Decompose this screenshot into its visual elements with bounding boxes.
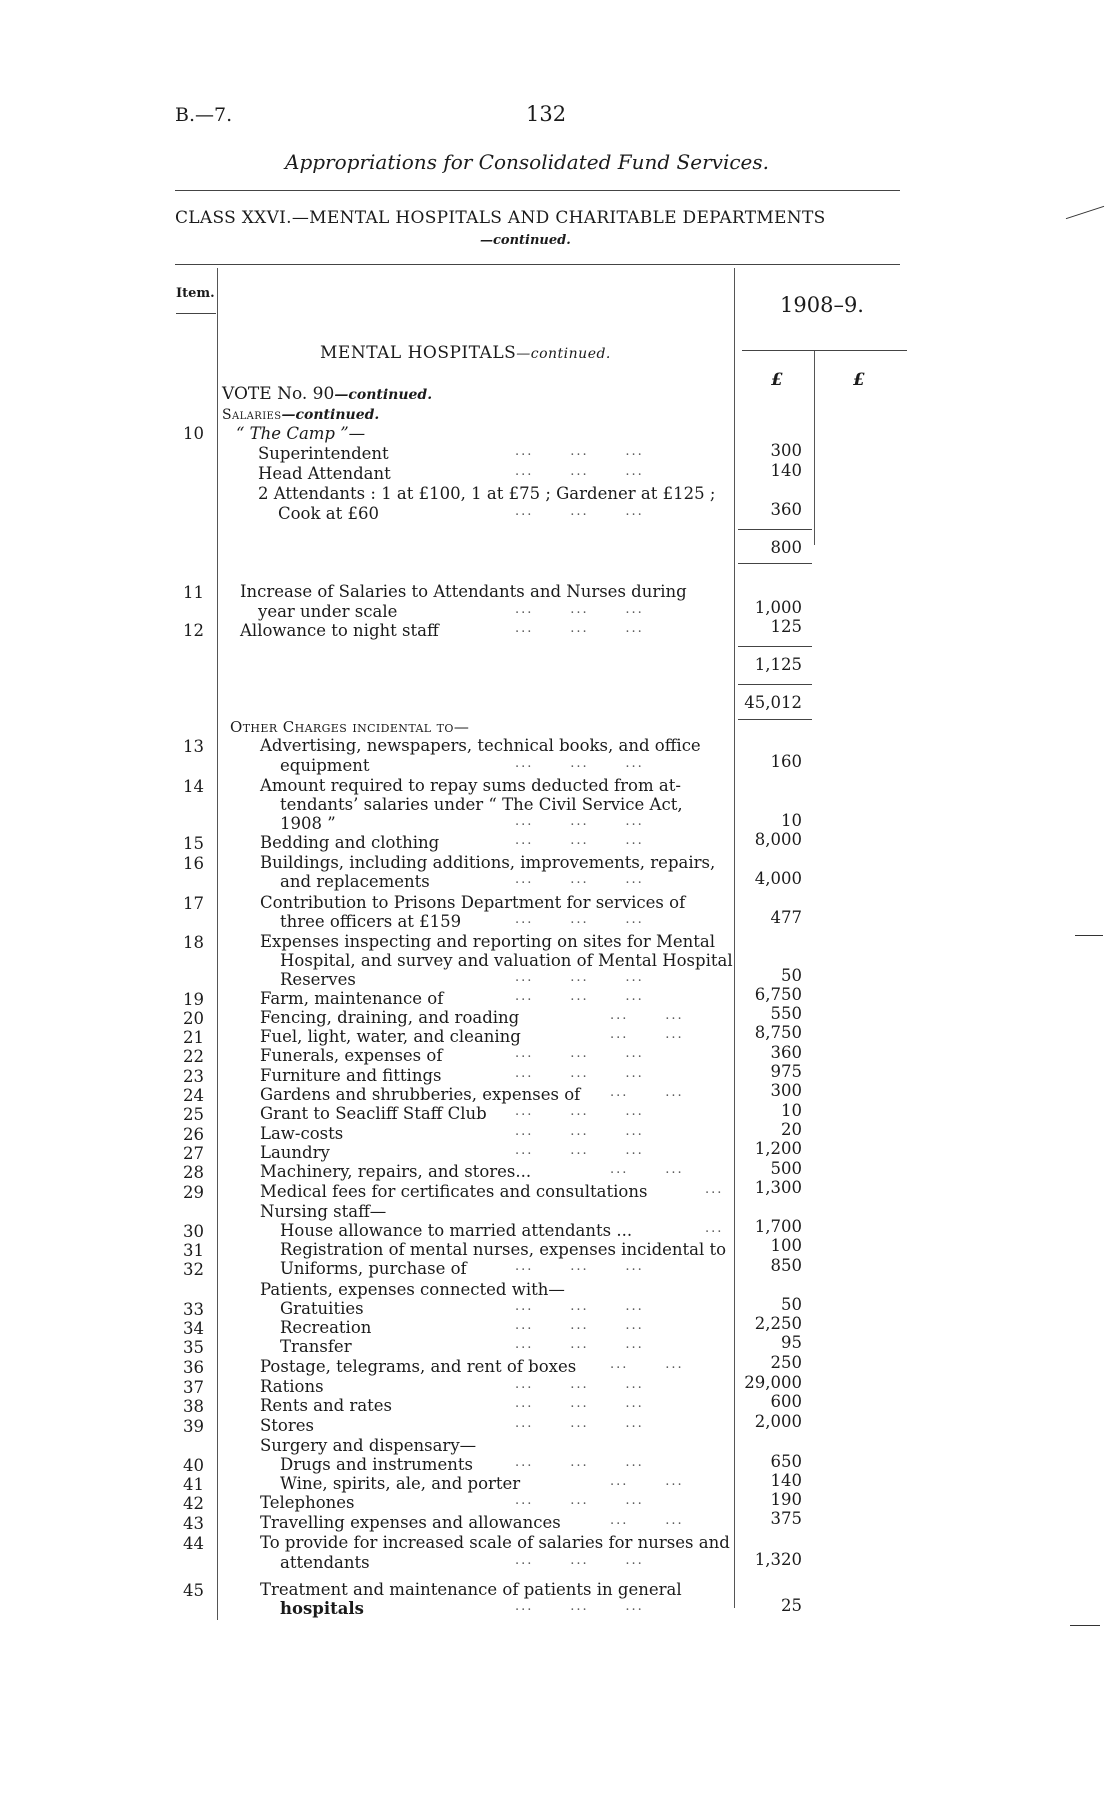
line-description: Treatment and maintenance of patients in general xyxy=(260,1580,682,1599)
line-description: Wine, spirits, ale, and porter xyxy=(280,1474,521,1493)
line-amount: 650 xyxy=(770,1452,802,1471)
item-number: 16 xyxy=(183,854,204,873)
line-description: Machinery, repairs, and stores... xyxy=(260,1162,532,1181)
margin-mark xyxy=(1075,935,1103,936)
line-description: Grant to Seacliff Staff Club xyxy=(260,1104,487,1123)
line-description: Travelling expenses and allowances xyxy=(260,1513,561,1532)
leader-dots: ... ... ... xyxy=(515,444,644,459)
item-number: 31 xyxy=(183,1241,204,1260)
leader-dots: ... ... xyxy=(610,1357,684,1372)
line-amount: 1,700 xyxy=(754,1217,802,1236)
line-description: Law-costs xyxy=(260,1124,344,1143)
leader-dots: ... ... ... xyxy=(515,464,644,479)
line-amount: 140 xyxy=(770,1471,802,1490)
line-amount: 1,000 xyxy=(754,598,802,617)
line-description: Allowance to night staff xyxy=(240,621,439,640)
line-description: Farm, maintenance of xyxy=(260,989,444,1008)
leader-dots: ... ... xyxy=(610,1027,684,1042)
leader-dots: ... ... ... xyxy=(515,912,644,927)
line-amount: 10 xyxy=(781,1101,802,1120)
vote-label: VOTE No. 90 xyxy=(222,384,335,404)
line-description: Gardens and shrubberies, expenses of xyxy=(260,1085,581,1104)
item-number: 29 xyxy=(183,1183,204,1202)
item-number: 17 xyxy=(183,894,204,913)
item-number: 36 xyxy=(183,1358,204,1377)
camp-title: “ The Camp ”— xyxy=(236,424,366,443)
line-description: Fencing, draining, and roading xyxy=(260,1008,520,1027)
item-number: 45 xyxy=(183,1581,204,1600)
page-title: Appropriations for Consolidated Fund Services. xyxy=(285,150,770,174)
leader-dots: ... ... ... xyxy=(515,814,644,829)
line-description: Buildings, including additions, improvements, repairs, xyxy=(260,853,716,872)
subtotal-rule xyxy=(738,684,812,685)
line-description: Telephones xyxy=(260,1493,355,1512)
line-description: Rents and rates xyxy=(260,1396,393,1415)
line-amount: 2,000 xyxy=(754,1412,802,1431)
line-amount: 95 xyxy=(781,1333,802,1352)
item-number: 24 xyxy=(183,1086,204,1105)
line-description: and replacements xyxy=(280,872,430,891)
patients-heading: Patients, expenses connected with— xyxy=(260,1280,565,1299)
leader-dots: ... ... ... xyxy=(515,1396,644,1411)
amount-column-divider xyxy=(814,350,815,545)
item-number: 38 xyxy=(183,1397,204,1416)
subtotal-amount: 800 xyxy=(770,538,802,557)
subtotal-rule xyxy=(738,646,812,647)
pound-symbol-a: £ xyxy=(771,370,783,390)
line-description: Furniture and fittings xyxy=(260,1066,442,1085)
line-description: year under scale xyxy=(258,602,398,621)
leader-dots: ... ... ... xyxy=(515,1124,644,1139)
subtotal-rule xyxy=(738,563,812,564)
item-number: 41 xyxy=(183,1475,204,1494)
pound-symbol-b: £ xyxy=(853,370,865,390)
other-charges-heading: Other Charges incidental to— xyxy=(230,718,470,736)
item-number: 23 xyxy=(183,1067,204,1086)
total-rule xyxy=(738,719,812,720)
line-description: hospitals xyxy=(280,1599,364,1618)
line-amount: 190 xyxy=(770,1490,802,1509)
line-amount: 360 xyxy=(770,500,802,519)
leader-dots: ... ... ... xyxy=(515,1416,644,1431)
leader-dots: ... ... ... xyxy=(515,1104,644,1119)
line-description: three officers at £159 xyxy=(280,912,462,931)
line-description: Registration of mental nurses, expenses incidental to xyxy=(280,1240,727,1259)
item-number: 13 xyxy=(183,737,204,756)
salaries-label: Salaries xyxy=(222,407,282,423)
item-number: 25 xyxy=(183,1105,204,1124)
item-number: 18 xyxy=(183,933,204,952)
item-number: 10 xyxy=(183,424,204,443)
vote-heading xyxy=(222,384,432,405)
line-amount: 100 xyxy=(770,1236,802,1255)
line-description: Expenses inspecting and reporting on sites for Mental xyxy=(260,932,716,951)
salaries-heading xyxy=(222,404,379,425)
line-description: Uniforms, purchase of xyxy=(280,1259,467,1278)
leader-dots: ... ... ... xyxy=(515,833,644,848)
leader-dots: ... ... ... xyxy=(515,1377,644,1392)
line-amount: 500 xyxy=(770,1159,802,1178)
margin-mark xyxy=(1070,1625,1100,1626)
item-number: 19 xyxy=(183,990,204,1009)
leader-dots: ... ... xyxy=(610,1008,684,1023)
leader-dots: ... ... ... xyxy=(515,1455,644,1470)
line-description: 1908 ” xyxy=(280,814,336,833)
leader-dots: ... ... xyxy=(610,1474,684,1489)
year-rule xyxy=(742,350,907,351)
line-description: Recreation xyxy=(280,1318,372,1337)
line-amount: 600 xyxy=(770,1392,802,1411)
line-description: Funerals, expenses of xyxy=(260,1046,443,1065)
leader-dots: ... xyxy=(705,1182,724,1197)
leader-dots: ... ... xyxy=(610,1162,684,1177)
item-number: 20 xyxy=(183,1009,204,1028)
item-number: 33 xyxy=(183,1300,204,1319)
item-number: 14 xyxy=(183,777,204,796)
line-description: equipment xyxy=(280,756,370,775)
leader-dots: ... ... ... xyxy=(515,1493,644,1508)
line-description: Contribution to Prisons Department for services of xyxy=(260,893,686,912)
item-number: 42 xyxy=(183,1494,204,1513)
leader-dots: ... ... ... xyxy=(515,1046,644,1061)
line-description: Bedding and clothing xyxy=(260,833,440,852)
salaries-continued: —continued. xyxy=(281,407,380,423)
margin-mark xyxy=(1066,206,1104,219)
surgery-heading: Surgery and dispensary— xyxy=(260,1436,477,1455)
leader-dots: ... ... ... xyxy=(515,602,644,617)
leader-dots: ... ... xyxy=(610,1085,684,1100)
line-amount: 25 xyxy=(781,1596,802,1615)
line-amount: 125 xyxy=(770,617,802,636)
item-column-divider xyxy=(217,268,218,1620)
line-amount: 4,000 xyxy=(754,869,802,888)
line-description: tendants’ salaries under “ The Civil Service Act, xyxy=(280,795,683,814)
leader-dots: ... ... ... xyxy=(515,756,644,771)
subtotal-rule xyxy=(738,529,812,530)
line-description: Cook at £60 xyxy=(278,504,379,523)
class-continued: —continued. xyxy=(480,233,571,248)
item-number: 32 xyxy=(183,1260,204,1279)
table-top-rule xyxy=(175,264,900,265)
leader-dots: ... ... ... xyxy=(515,1553,644,1568)
item-number: 39 xyxy=(183,1417,204,1436)
line-description: Advertising, newspapers, technical books, and office xyxy=(260,736,701,755)
item-number: 12 xyxy=(183,621,204,640)
item-column-header: Item. xyxy=(176,286,215,301)
line-description: Head Attendant xyxy=(258,464,391,483)
item-number: 28 xyxy=(183,1163,204,1182)
line-description: Fuel, light, water, and cleaning xyxy=(260,1027,521,1046)
line-amount: 477 xyxy=(770,908,802,927)
line-amount: 50 xyxy=(781,966,802,985)
line-description: Increase of Salaries to Attendants and Nurses during xyxy=(240,582,687,601)
item-number: 34 xyxy=(183,1319,204,1338)
line-amount: 140 xyxy=(770,461,802,480)
item-number: 11 xyxy=(183,583,204,602)
item-header-rule xyxy=(176,313,216,314)
line-description: Postage, telegrams, and rent of boxes xyxy=(260,1357,577,1376)
subtotal-amount: 1,125 xyxy=(754,655,802,674)
item-number: 27 xyxy=(183,1144,204,1163)
line-description: Rations xyxy=(260,1377,324,1396)
leader-dots: ... ... ... xyxy=(515,504,644,519)
item-number: 37 xyxy=(183,1378,204,1397)
line-amount: 300 xyxy=(770,1081,802,1100)
line-amount: 20 xyxy=(781,1120,802,1139)
document-reference: B.—7. xyxy=(175,104,233,126)
line-amount: 2,250 xyxy=(754,1314,802,1333)
item-number: 35 xyxy=(183,1338,204,1357)
leader-dots: ... ... ... xyxy=(515,1318,644,1333)
item-number: 22 xyxy=(183,1047,204,1066)
line-description: Reserves xyxy=(280,970,356,989)
section-continued: —continued. xyxy=(516,346,611,362)
nursing-heading: Nursing staff— xyxy=(260,1202,387,1221)
line-amount: 1,320 xyxy=(754,1550,802,1569)
vote-continued: —continued. xyxy=(334,387,433,403)
item-number: 43 xyxy=(183,1514,204,1533)
line-amount: 50 xyxy=(781,1295,802,1314)
line-description: 2 Attendants : 1 at £100, 1 at £75 ; Gardener at £125 ; xyxy=(258,484,716,503)
item-number: 21 xyxy=(183,1028,204,1047)
line-amount: 550 xyxy=(770,1004,802,1023)
line-description: Transfer xyxy=(280,1337,352,1356)
leader-dots: ... xyxy=(705,1221,724,1236)
item-number: 26 xyxy=(183,1125,204,1144)
item-number: 40 xyxy=(183,1456,204,1475)
leader-dots: ... ... ... xyxy=(515,621,644,636)
line-amount: 8,000 xyxy=(754,830,802,849)
section-title xyxy=(320,343,611,363)
line-description: attendants xyxy=(280,1553,370,1572)
line-description: Hospital, and survey and valuation of Mental Hospital xyxy=(280,951,733,970)
line-description: House allowance to married attendants ... xyxy=(280,1221,633,1240)
line-description: Medical fees for certificates and consultations xyxy=(260,1182,648,1201)
line-description: Superintendent xyxy=(258,444,389,463)
leader-dots: ... ... xyxy=(610,1513,684,1528)
leader-dots: ... ... ... xyxy=(515,989,644,1004)
line-amount: 375 xyxy=(770,1509,802,1528)
line-amount: 160 xyxy=(770,752,802,771)
line-description: Gratuities xyxy=(280,1299,364,1318)
line-description: Amount required to repay sums deducted from at- xyxy=(260,776,681,795)
section-title-text: MENTAL HOSPITALS xyxy=(320,343,517,363)
line-amount: 10 xyxy=(781,811,802,830)
line-amount: 1,300 xyxy=(754,1178,802,1197)
line-description: Drugs and instruments xyxy=(280,1455,473,1474)
item-number: 15 xyxy=(183,834,204,853)
leader-dots: ... ... ... xyxy=(515,1299,644,1314)
leader-dots: ... ... ... xyxy=(515,1599,644,1614)
class-heading: CLASS XXVI.—MENTAL HOSPITALS AND CHARITABLE DEPARTMENTS xyxy=(175,208,826,228)
leader-dots: ... ... ... xyxy=(515,1337,644,1352)
title-rule xyxy=(175,190,900,191)
leader-dots: ... ... ... xyxy=(515,1143,644,1158)
item-number: 30 xyxy=(183,1222,204,1241)
item-number: 44 xyxy=(183,1534,204,1553)
page-number: 132 xyxy=(526,102,567,126)
line-description: Stores xyxy=(260,1416,314,1435)
line-amount: 850 xyxy=(770,1256,802,1275)
leader-dots: ... ... ... xyxy=(515,872,644,887)
line-amount: 29,000 xyxy=(744,1373,802,1392)
line-amount: 6,750 xyxy=(754,985,802,1004)
line-amount: 8,750 xyxy=(754,1023,802,1042)
line-amount: 300 xyxy=(770,441,802,460)
line-description: To provide for increased scale of salaries for nurses and xyxy=(260,1533,730,1552)
leader-dots: ... ... ... xyxy=(515,1259,644,1274)
leader-dots: ... ... ... xyxy=(515,970,644,985)
line-amount: 360 xyxy=(770,1043,802,1062)
year-header: 1908–9. xyxy=(780,293,864,317)
line-amount: 975 xyxy=(770,1062,802,1081)
total-amount: 45,012 xyxy=(744,693,802,712)
line-amount: 250 xyxy=(770,1353,802,1372)
line-amount: 1,200 xyxy=(754,1139,802,1158)
leader-dots: ... ... ... xyxy=(515,1066,644,1081)
line-description: Laundry xyxy=(260,1143,330,1162)
